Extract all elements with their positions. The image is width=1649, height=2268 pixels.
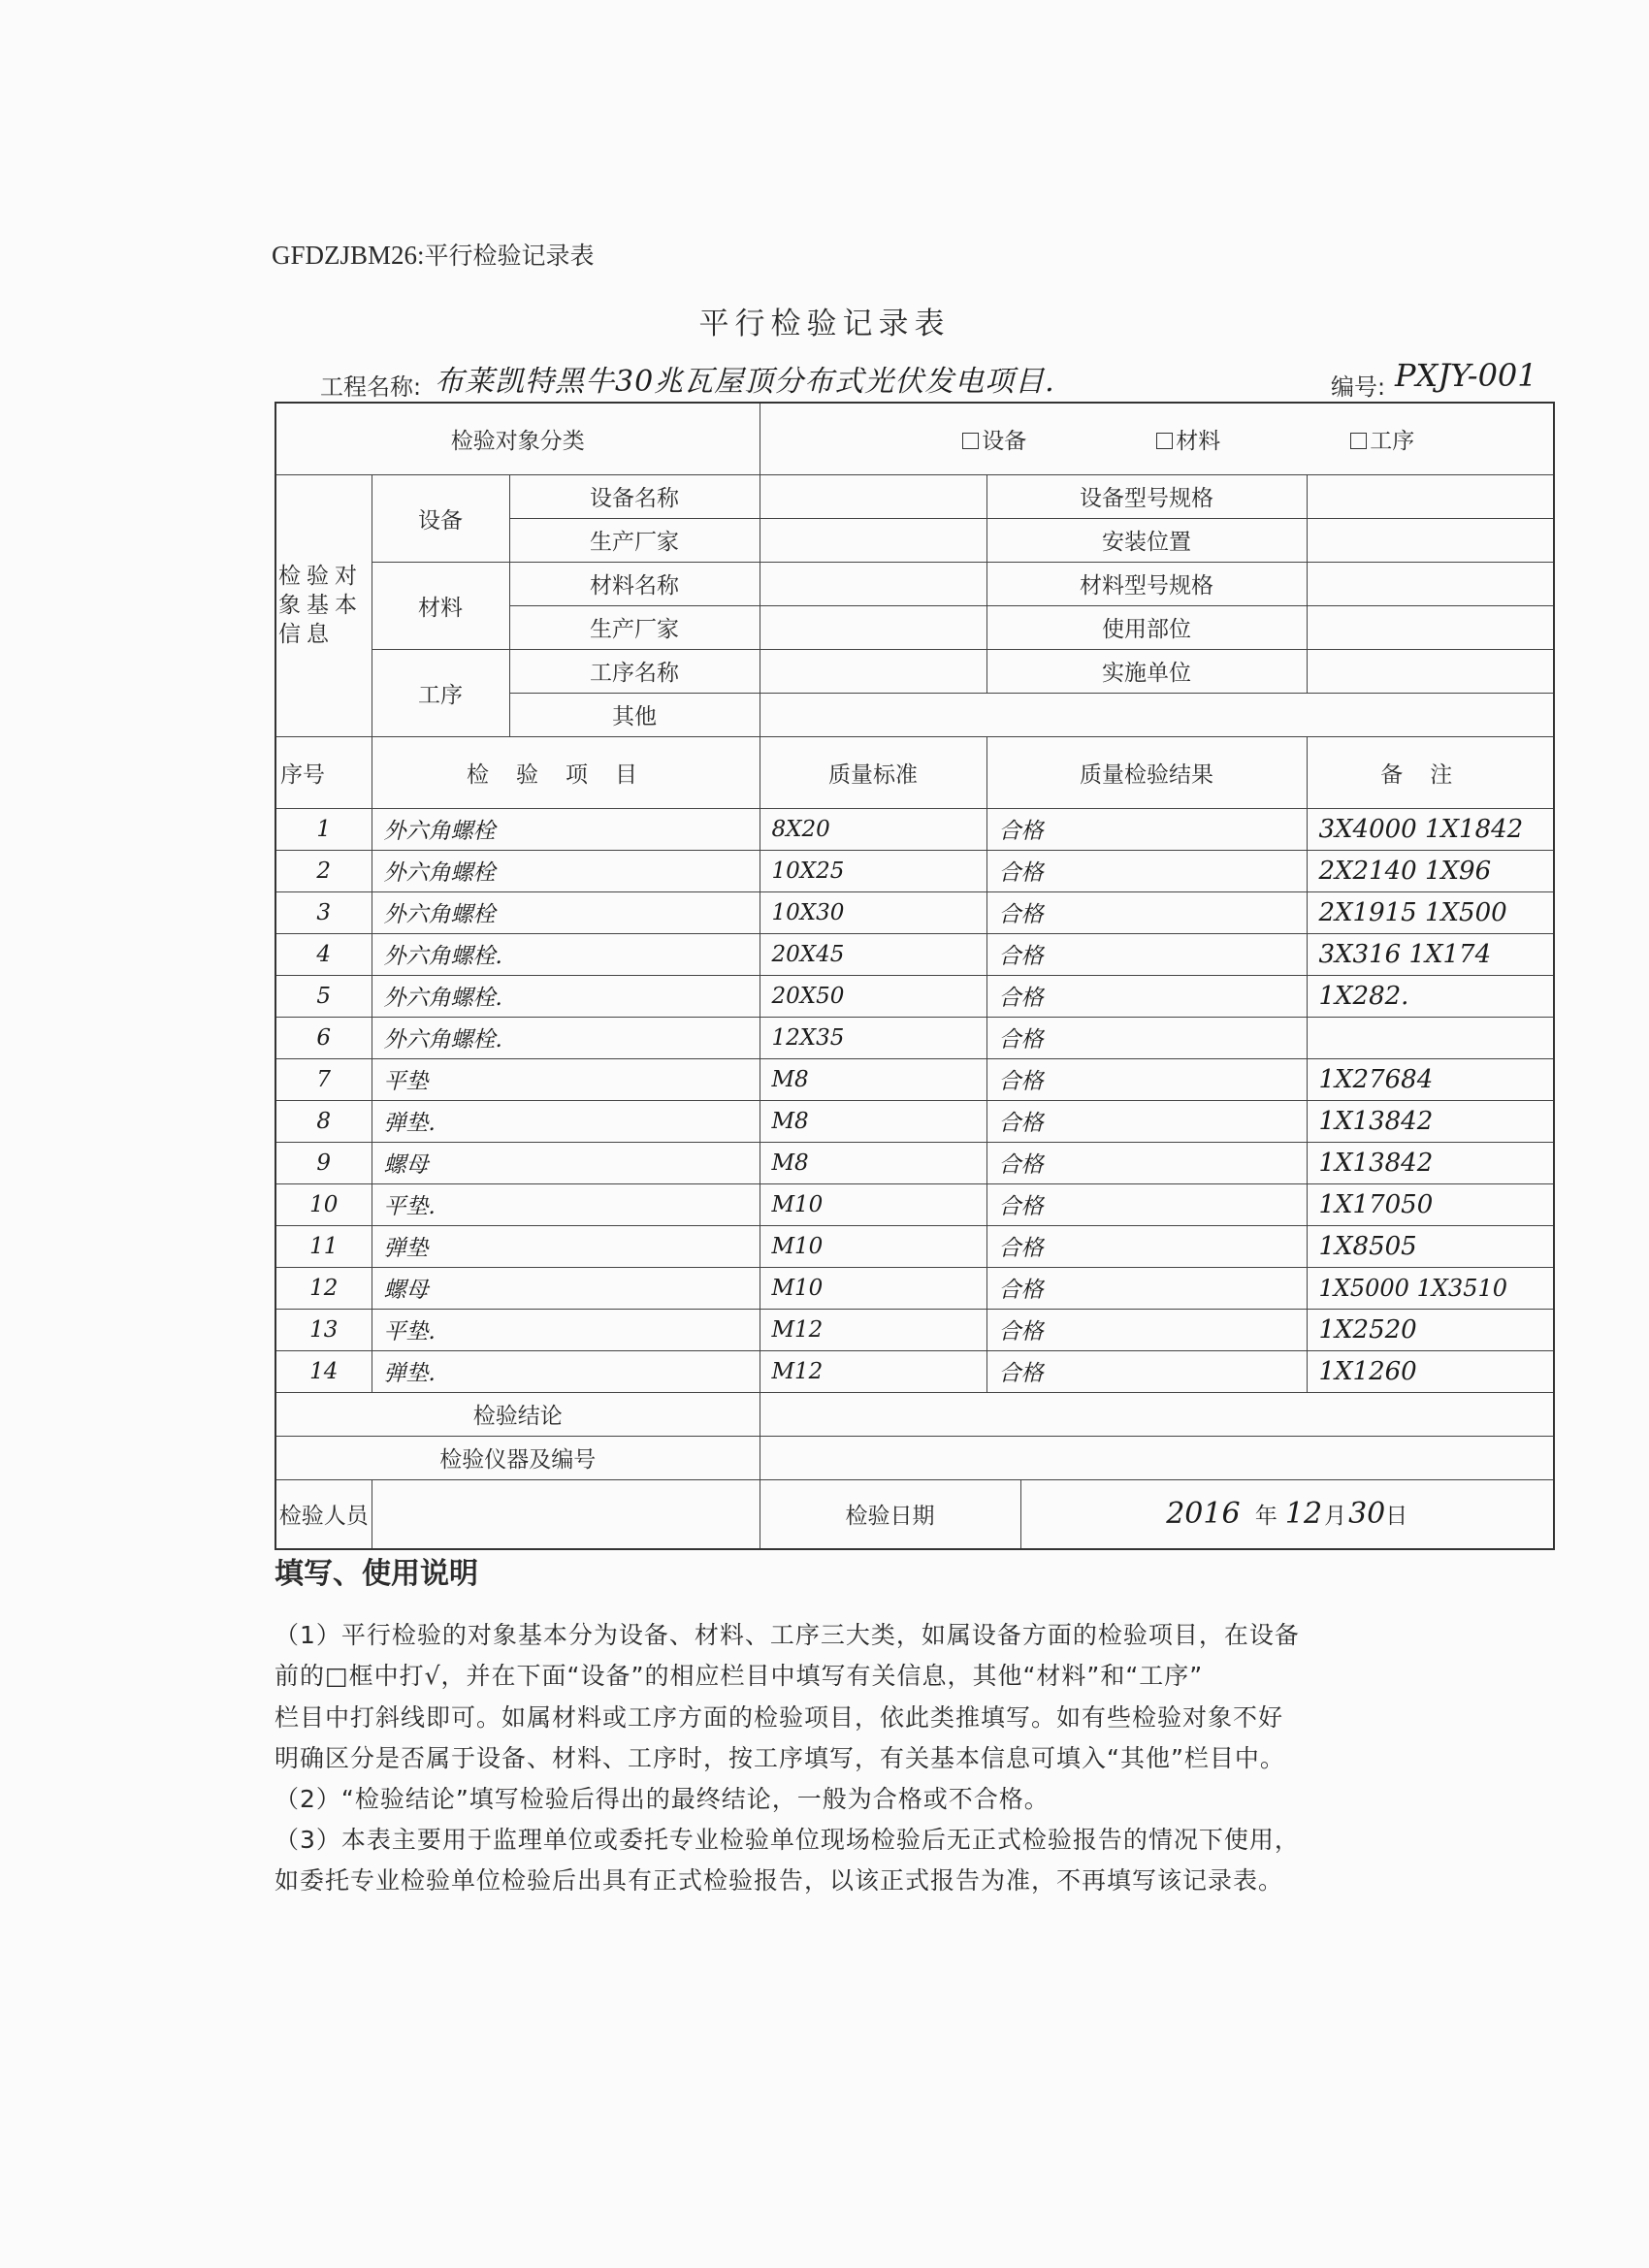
table-row [275, 1142, 1554, 1183]
material-maker-value[interactable] [760, 605, 986, 649]
row-result[interactable]: 合格 [986, 975, 1307, 1017]
equipment-name-value[interactable] [760, 474, 986, 518]
category-label: 检验对象分类 [275, 403, 760, 474]
document-code [272, 237, 595, 272]
process-name-value[interactable] [760, 649, 986, 693]
row-standard[interactable]: M12 [760, 1350, 986, 1392]
process-name-label: 工序名称 [509, 649, 760, 693]
equipment-location-value[interactable] [1307, 518, 1554, 562]
note-line: 明确区分是否属于设备、材料、工序时，按工序填写，有关基本信息可填入“其他”栏目中。 [275, 1744, 1285, 1772]
row-item[interactable]: 平垫. [372, 1309, 760, 1350]
date-month: 12 [1284, 1497, 1323, 1532]
row-seq: 13 [275, 1309, 372, 1350]
note-line: 栏目中打斜线即可。如属材料或工序方面的检验项目，依此类推填写。如有些检验对象不好 [275, 1703, 1284, 1732]
inspection-form-table [275, 402, 1555, 1550]
other-value[interactable] [760, 693, 1554, 736]
row-seq: 12 [275, 1267, 372, 1309]
material-use-label: 使用部位 [986, 605, 1307, 649]
col-remark-header: 备注 [1307, 736, 1554, 808]
date-value[interactable] [1020, 1479, 1554, 1549]
note-line: 如委托专业检验单位检验后出具有正式检验报告，以该正式报告为准，不再填写该记录表。 [275, 1866, 1284, 1895]
row-standard[interactable]: M10 [760, 1267, 986, 1309]
row-item[interactable]: 弹垫. [372, 1100, 760, 1142]
row-seq: 9 [275, 1142, 372, 1183]
equipment-location-label: 安装位置 [986, 518, 1307, 562]
row-standard[interactable]: M8 [760, 1058, 986, 1100]
row-remark[interactable]: 1X8505 [1307, 1225, 1554, 1267]
row-item[interactable]: 平垫. [372, 1183, 760, 1225]
option-process-label: 工序 [1370, 428, 1415, 454]
date-year: 2016 [1166, 1497, 1241, 1532]
equipment-maker-value[interactable] [760, 518, 986, 562]
row-standard[interactable]: 20X50 [760, 975, 986, 1017]
instrument-value[interactable] [760, 1436, 1554, 1479]
material-maker-label: 生产厂家 [509, 605, 760, 649]
row-remark[interactable]: 1X17050 [1307, 1183, 1554, 1225]
number-label: 编号: [1331, 373, 1386, 401]
table-row [275, 1183, 1554, 1225]
table-row [275, 933, 1554, 975]
row-item[interactable]: 外六角螺栓 [372, 850, 760, 891]
row-remark[interactable]: 3X4000 1X1842 [1307, 808, 1554, 850]
table-row [275, 1017, 1554, 1058]
row-item[interactable]: 外六角螺栓 [372, 891, 760, 933]
row-item[interactable]: 螺母 [372, 1267, 760, 1309]
checkbox-icon[interactable] [962, 433, 979, 449]
row-standard[interactable]: M12 [760, 1309, 986, 1350]
project-value[interactable]: 布莱凯特黑牛30兆瓦屋顶分布式光伏发电项目. [435, 365, 1055, 399]
row-remark[interactable]: 1X2520 [1307, 1309, 1554, 1350]
material-use-value[interactable] [1307, 605, 1554, 649]
row-remark[interactable]: 1X5000 1X3510 [1307, 1267, 1554, 1309]
row-result[interactable]: 合格 [986, 1267, 1307, 1309]
equipment-name-label: 设备名称 [509, 474, 760, 518]
equipment-maker-label: 生产厂家 [509, 518, 760, 562]
col-item-header: 检验项目 [372, 736, 760, 808]
date-label: 检验日期 [760, 1479, 1020, 1549]
row-standard[interactable]: M8 [760, 1100, 986, 1142]
material-group-label: 材料 [372, 562, 509, 649]
note-line: （1）平行检验的对象基本分为设备、材料、工序三大类，如属设备方面的检验项目，在设备 [275, 1621, 1300, 1649]
conclusion-value[interactable] [760, 1392, 1554, 1436]
option-material[interactable] [1156, 423, 1350, 455]
table-row [275, 1350, 1554, 1392]
checkbox-icon[interactable] [1156, 433, 1173, 449]
row-item[interactable]: 弹垫. [372, 1350, 760, 1392]
row-result[interactable]: 合格 [986, 1350, 1307, 1392]
row-seq: 11 [275, 1225, 372, 1267]
checkbox-icon[interactable] [1350, 433, 1367, 449]
doc-code-text: GFDZJBM26: [272, 241, 425, 270]
row-seq: 5 [275, 975, 372, 1017]
row-result[interactable]: 合格 [986, 933, 1307, 975]
table-row [275, 1225, 1554, 1267]
row-standard[interactable]: 20X45 [760, 933, 986, 975]
row-standard[interactable]: 10X30 [760, 891, 986, 933]
col-seq-header: 序号 [275, 736, 372, 808]
other-label: 其他 [509, 693, 760, 736]
row-standard[interactable]: M10 [760, 1225, 986, 1267]
row-seq: 6 [275, 1017, 372, 1058]
project-label: 工程名称: [320, 373, 422, 401]
row-remark[interactable]: 1X13842 [1307, 1100, 1554, 1142]
row-item[interactable]: 外六角螺栓. [372, 933, 760, 975]
table-row [275, 808, 1554, 850]
process-unit-value[interactable] [1307, 649, 1554, 693]
material-name-label: 材料名称 [509, 562, 760, 605]
row-remark[interactable]: 1X27684 [1307, 1058, 1554, 1100]
row-remark[interactable]: 1X282. [1307, 975, 1554, 1017]
table-row [275, 975, 1554, 1017]
conclusion-label: 检验结论 [275, 1392, 760, 1436]
category-options [760, 403, 1554, 474]
material-spec-label: 材料型号规格 [986, 562, 1307, 605]
table-row [275, 891, 1554, 933]
row-seq: 10 [275, 1183, 372, 1225]
table-row [275, 1058, 1554, 1100]
table-row [275, 1309, 1554, 1350]
row-seq: 7 [275, 1058, 372, 1100]
month-char: 月 [1324, 1504, 1347, 1530]
option-process[interactable] [1350, 423, 1505, 455]
row-item[interactable]: 平垫 [372, 1058, 760, 1100]
row-remark[interactable]: 2X1915 1X500 [1307, 891, 1554, 933]
equipment-spec-value[interactable] [1307, 474, 1554, 518]
row-result[interactable]: 合格 [986, 1309, 1307, 1350]
row-result[interactable]: 合格 [986, 1225, 1307, 1267]
row-seq: 4 [275, 933, 372, 975]
row-remark[interactable]: 1X1260 [1307, 1350, 1554, 1392]
day-char: 日 [1385, 1504, 1408, 1530]
option-equipment[interactable] [962, 423, 1156, 455]
page-title: 平行检验记录表 [698, 307, 951, 341]
row-seq: 1 [275, 808, 372, 850]
process-unit-label: 实施单位 [986, 649, 1307, 693]
material-name-value[interactable] [760, 562, 986, 605]
row-standard[interactable]: M8 [760, 1142, 986, 1183]
note-line: （3）本表主要用于监理单位或委托专业检验单位现场检验后无正式检验报告的情况下使用， [275, 1826, 1300, 1854]
row-item[interactable]: 外六角螺栓. [372, 1017, 760, 1058]
inspector-label: 检验人员 [275, 1479, 372, 1549]
table-row [275, 1267, 1554, 1309]
process-group-label: 工序 [372, 649, 509, 736]
col-standard-header: 质量标准 [760, 736, 986, 808]
row-item[interactable]: 弹垫 [372, 1225, 760, 1267]
row-result[interactable]: 合格 [986, 850, 1307, 891]
row-item[interactable]: 螺母 [372, 1142, 760, 1183]
row-item[interactable]: 外六角螺栓. [372, 975, 760, 1017]
row-seq: 8 [275, 1100, 372, 1142]
option-material-label: 材料 [1176, 428, 1221, 454]
col-result-header: 质量检验结果 [986, 736, 1307, 808]
row-result[interactable]: 合格 [986, 1142, 1307, 1183]
table-row [275, 1100, 1554, 1142]
row-seq: 14 [275, 1350, 372, 1392]
row-result[interactable]: 合格 [986, 1058, 1307, 1100]
row-result[interactable]: 合格 [986, 1183, 1307, 1225]
row-item[interactable]: 外六角螺栓 [372, 808, 760, 850]
note-line: 前的□框中打√，并在下面“设备”的相应栏目中填写有关信息，其他“材料”和“工序” [275, 1662, 1204, 1690]
row-result[interactable]: 合格 [986, 808, 1307, 850]
row-standard[interactable]: 12X35 [760, 1017, 986, 1058]
row-result[interactable]: 合格 [986, 1017, 1307, 1058]
instrument-label: 检验仪器及编号 [275, 1436, 760, 1479]
option-equipment-label: 设备 [982, 428, 1027, 454]
doc-code-name: 平行检验记录表 [424, 242, 595, 270]
inspector-value[interactable] [372, 1479, 760, 1549]
note-line: （2）“检验结论”填写检验后得出的最终结论，一般为合格或不合格。 [275, 1785, 1050, 1813]
row-result[interactable]: 合格 [986, 1100, 1307, 1142]
row-seq: 3 [275, 891, 372, 933]
notes-title: 填写、使用说明 [275, 1557, 478, 1591]
row-standard[interactable]: M10 [760, 1183, 986, 1225]
row-result[interactable]: 合格 [986, 891, 1307, 933]
material-spec-value[interactable] [1307, 562, 1554, 605]
equipment-group-label: 设备 [372, 474, 509, 562]
row-remark[interactable]: 1X13842 [1307, 1142, 1554, 1183]
number-value[interactable]: PXJY-001 [1395, 357, 1537, 394]
row-remark[interactable]: 3X316 1X174 [1307, 933, 1554, 975]
equipment-spec-label: 设备型号规格 [986, 474, 1307, 518]
row-remark[interactable]: 2X2140 1X96 [1307, 850, 1554, 891]
year-char: 年 [1254, 1504, 1277, 1530]
table-row [275, 850, 1554, 891]
row-standard[interactable]: 10X25 [760, 850, 986, 891]
row-standard[interactable]: 8X20 [760, 808, 986, 850]
date-day: 30 [1348, 1497, 1386, 1532]
basic-info-label: 检验对象基本信息 [275, 474, 372, 736]
row-remark[interactable] [1307, 1017, 1554, 1058]
row-seq: 2 [275, 850, 372, 891]
